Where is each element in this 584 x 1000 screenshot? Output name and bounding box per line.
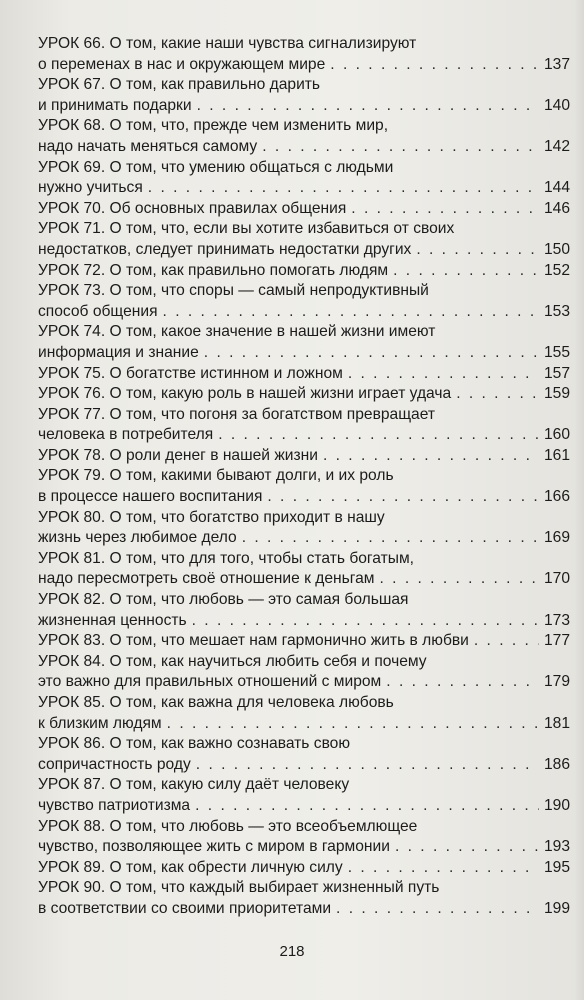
toc-entry-text: жизненная ценность	[38, 611, 187, 629]
dot-leader	[336, 899, 539, 920]
toc-entry-text: УРОК 68. О том, что, прежде чем изменить мир,	[38, 117, 389, 135]
toc-entry-text: в соответствии со своими приоритетами	[38, 899, 332, 917]
toc-entry-last-line	[38, 261, 570, 282]
dot-leader	[348, 858, 539, 879]
toc-entry-last-line	[38, 302, 570, 323]
toc-entry-page: 169	[543, 529, 570, 547]
dot-leader	[218, 425, 539, 446]
toc-entry-last-line	[38, 837, 570, 858]
toc-entry-text: УРОК 81. О том, что для того, чтобы стать богатым,	[38, 549, 415, 567]
toc-entry-last-line	[38, 858, 570, 879]
toc-entry-text: это важно для правильных отношений с миром	[38, 673, 382, 691]
toc-entry-text: сопричастность роду	[38, 755, 191, 773]
toc-entry-text: недостатков, следует принимать недостатки других	[38, 240, 412, 258]
toc-entry	[38, 364, 570, 385]
toc-entry-last-line	[38, 446, 570, 467]
toc-entry-page: 177	[543, 632, 570, 650]
dot-leader	[395, 837, 539, 858]
toc-entry	[38, 693, 570, 734]
toc-entry	[38, 652, 570, 693]
toc-entry-text: УРОК 86. О том, как важно сознавать свою	[38, 735, 351, 753]
toc-entry-last-line	[38, 631, 570, 652]
toc-entry-page: 195	[543, 858, 570, 876]
dot-leader	[163, 302, 539, 323]
toc-entry-text: УРОК 74. О том, какое значение в нашей жизни имеют	[38, 323, 436, 341]
toc-entry-page: 155	[543, 343, 570, 361]
toc-entry-last-line	[38, 487, 570, 508]
toc-entry-last-line	[38, 611, 570, 632]
toc-entry	[38, 858, 570, 879]
toc-entry-text: УРОК 71. О том, что, если вы хотите избавиться от своих	[38, 220, 455, 238]
dot-leader	[262, 137, 539, 158]
toc-entry-text: УРОК 79. О том, какими бывают долги, и их роль	[38, 467, 394, 485]
toc-entry-page: 193	[543, 838, 570, 856]
toc-entry-text: способ общения	[38, 302, 158, 320]
toc-entry-text: УРОК 78. О роли денег в нашей жизни	[38, 446, 318, 464]
toc-entry	[38, 116, 570, 157]
toc-entry-page: 140	[543, 96, 570, 114]
toc-entry-page: 161	[543, 446, 570, 464]
page-edge-shadow	[574, 0, 584, 1000]
toc-entry-page: 152	[543, 261, 570, 279]
dot-leader	[474, 631, 539, 652]
toc-entry-page: 153	[543, 302, 570, 320]
toc-entry-last-line	[38, 240, 570, 261]
toc-entry-text: о переменах в нас и окружающем мире	[38, 55, 326, 73]
toc-entry-page: 137	[543, 55, 570, 73]
dot-leader	[416, 240, 539, 261]
toc-entry-text: жизнь через любимое дело	[38, 529, 237, 547]
toc-entry-page: 157	[543, 364, 570, 382]
toc-entry-text: УРОК 72. О том, как правильно помогать людям	[38, 261, 389, 279]
table-of-contents	[38, 34, 570, 920]
page-number: 218	[279, 943, 305, 960]
toc-entry-line	[38, 75, 570, 96]
toc-entry	[38, 158, 570, 199]
toc-entry	[38, 384, 570, 405]
toc-entry-last-line	[38, 528, 570, 549]
toc-entry-last-line	[38, 796, 570, 817]
toc-entry-page: 186	[543, 755, 570, 773]
toc-entry	[38, 322, 570, 363]
toc-entry-text: УРОК 69. О том, что умению общаться с людьми	[38, 158, 394, 176]
toc-entry-line	[38, 116, 570, 137]
toc-entry-page: 166	[543, 488, 570, 506]
toc-entry-text: УРОК 85. О том, как важна для человека любовь	[38, 694, 394, 711]
toc-entry-line	[38, 693, 570, 714]
toc-entry-page: 159	[543, 385, 570, 403]
toc-entry	[38, 466, 570, 507]
toc-entry-line	[38, 34, 570, 55]
dot-leader	[323, 446, 539, 467]
toc-entry-text: в процессе нашего воспитания	[38, 488, 263, 506]
toc-entry-last-line	[38, 137, 570, 158]
toc-entry-last-line	[38, 425, 570, 446]
toc-entry-text: надо пересмотреть своё отношение к деньгам	[38, 570, 375, 588]
toc-entry-page: 170	[543, 570, 570, 588]
toc-entry-page: 179	[543, 673, 570, 691]
toc-entry-text: и принимать подарки	[38, 96, 192, 114]
toc-entry-last-line	[38, 96, 570, 117]
toc-entry-last-line	[38, 899, 570, 920]
toc-entry-page: 150	[543, 240, 570, 258]
toc-entry	[38, 817, 570, 858]
toc-entry	[38, 446, 570, 467]
toc-entry-text: УРОК 88. О том, что любовь — это всеобъемлющее	[38, 817, 418, 835]
dot-leader	[197, 96, 539, 117]
toc-entry-line	[38, 817, 570, 838]
toc-entry-last-line	[38, 199, 570, 220]
toc-entry-text: УРОК 90. О том, что каждый выбирает жизненный путь	[38, 879, 440, 897]
toc-entry	[38, 590, 570, 631]
toc-entry	[38, 775, 570, 816]
toc-entry-text: УРОК 89. О том, как обрести личную силу	[38, 858, 343, 876]
toc-entry-text: УРОК 67. О том, как правильно дарить	[38, 76, 321, 94]
toc-entry	[38, 734, 570, 775]
dot-leader	[330, 55, 539, 76]
dot-leader	[456, 384, 539, 405]
dot-leader	[192, 611, 539, 632]
dot-leader	[195, 796, 539, 817]
toc-entry-line	[38, 158, 570, 179]
toc-entry-line	[38, 734, 570, 755]
toc-entry-text: УРОК 75. О богатстве истинном и ложном	[38, 364, 343, 382]
toc-entry-text: чувство патриотизма	[38, 796, 191, 814]
toc-entry-last-line	[38, 343, 570, 364]
toc-entry-text: УРОК 66. О том, какие наши чувства сигнализируют	[38, 35, 417, 52]
dot-leader	[386, 672, 539, 693]
toc-entry-text: к близким людям	[38, 714, 162, 732]
dot-leader	[351, 199, 539, 220]
toc-entry-last-line	[38, 672, 570, 693]
toc-entry-text: УРОК 77. О том, что погоня за богатством превращает	[38, 405, 436, 423]
toc-entry-text: УРОК 82. О том, что любовь — это самая большая	[38, 591, 409, 609]
toc-entry-text: нужно учиться	[38, 179, 143, 197]
toc-entry-text: надо начать меняться самому	[38, 137, 258, 155]
dot-leader	[267, 487, 539, 508]
toc-entry-page: 173	[543, 611, 570, 629]
toc-entry	[38, 34, 570, 75]
toc-entry-text: УРОК 83. О том, что мешает нам гармонично жить в любви	[38, 632, 469, 650]
toc-entry-last-line	[38, 384, 570, 405]
toc-entry-line	[38, 219, 570, 240]
dot-leader	[393, 261, 539, 282]
toc-entry-text: УРОК 73. О том, что споры — самый непродуктивный	[38, 282, 429, 300]
toc-entry-line	[38, 508, 570, 529]
toc-entry	[38, 878, 570, 919]
toc-entry-last-line	[38, 178, 570, 199]
toc-entry-line	[38, 405, 570, 426]
toc-entry	[38, 549, 570, 590]
dot-leader	[148, 178, 539, 199]
toc-entry-line	[38, 878, 570, 899]
toc-entry	[38, 405, 570, 446]
dot-leader	[196, 755, 539, 776]
toc-entry	[38, 631, 570, 652]
toc-entry	[38, 261, 570, 282]
toc-entry-line	[38, 281, 570, 302]
dot-leader	[167, 714, 539, 735]
toc-entry-line	[38, 322, 570, 343]
toc-entry-line	[38, 652, 570, 673]
toc-entry-text: информация и знание	[38, 343, 199, 361]
toc-entry-text: УРОК 80. О том, что богатство приходит в нашу	[38, 508, 385, 526]
toc-entry-last-line	[38, 755, 570, 776]
toc-entry-last-line	[38, 569, 570, 590]
toc-entry	[38, 199, 570, 220]
toc-entry-page: 146	[543, 199, 570, 217]
toc-entry-text: УРОК 76. О том, какую роль в нашей жизни играет удача	[38, 385, 452, 403]
toc-entry-text: УРОК 70. Об основных правилах общения	[38, 199, 347, 217]
toc-entry-text: чувство, позволяющее жить с миром в гармонии	[38, 838, 390, 856]
dot-leader	[380, 569, 539, 590]
toc-entry-text: УРОК 87. О том, какую силу даёт человеку	[38, 776, 350, 794]
toc-entry-last-line	[38, 364, 570, 385]
toc-entry-last-line	[38, 55, 570, 76]
toc-entry-line	[38, 466, 570, 487]
toc-entry	[38, 219, 570, 260]
toc-entry-page: 142	[543, 137, 570, 155]
toc-entry-page: 160	[543, 426, 570, 444]
toc-entry	[38, 75, 570, 116]
toc-entry	[38, 281, 570, 322]
toc-entry-text: УРОК 84. О том, как научиться любить себя и почему	[38, 652, 427, 670]
toc-entry-last-line	[38, 714, 570, 735]
toc-entry	[38, 508, 570, 549]
toc-entry-text: человека в потребителя	[38, 426, 214, 444]
toc-entry-page: 144	[543, 179, 570, 197]
dot-leader	[204, 343, 539, 364]
dot-leader	[348, 364, 539, 385]
toc-entry-line	[38, 549, 570, 570]
toc-entry-page: 199	[543, 899, 570, 917]
dot-leader	[242, 528, 539, 549]
toc-entry-page: 190	[543, 796, 570, 814]
toc-entry-line	[38, 590, 570, 611]
toc-entry-page: 181	[543, 714, 570, 732]
toc-entry-line	[38, 775, 570, 796]
